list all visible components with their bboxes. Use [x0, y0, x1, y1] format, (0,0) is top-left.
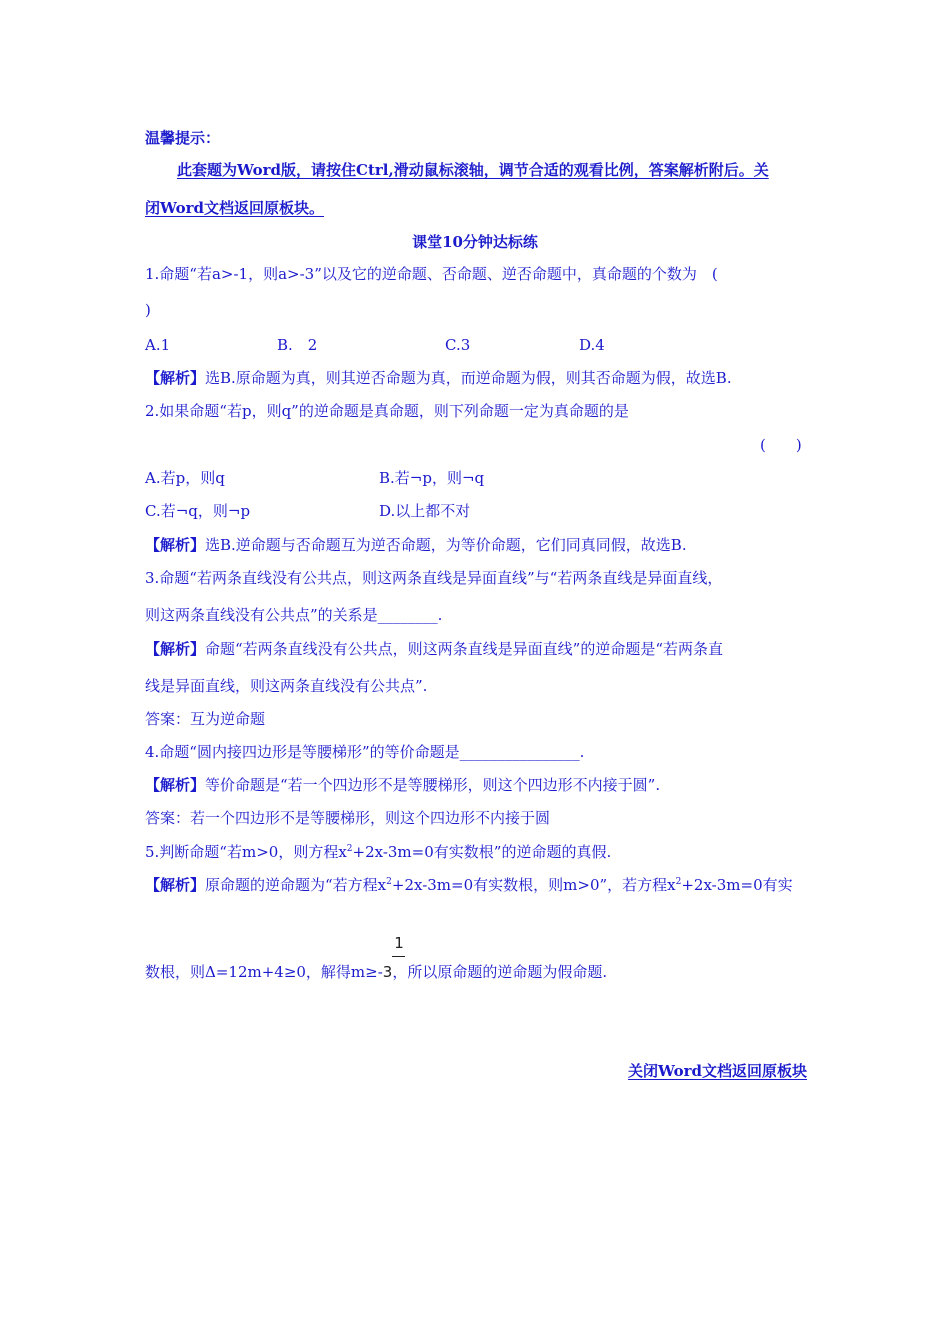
q5-text-b: +2x-3m=0有实数根”的逆命题的真假. [352, 843, 612, 861]
q5-analysis-a: 原命题的逆命题为“若方程x [205, 876, 387, 894]
fraction-numerator: 1 [394, 934, 404, 952]
q3-analysis-cont: 线是异面直线，则这两条直线没有公共点”. [145, 677, 428, 695]
q1-analysis-text: 选B.原命题为真，则其逆否命题为真，而逆命题为假，则其否命题为假，故选B. [205, 369, 732, 387]
q2-answer-paren: ( ) [760, 436, 802, 454]
q1-option-d: D.4 [579, 336, 605, 354]
q1-text-cont: ) [145, 301, 151, 319]
fraction-bar [392, 956, 405, 957]
q1-option-a: A.1 [145, 336, 171, 354]
q2-analysis [145, 535, 687, 555]
q5-analysis-cont [145, 962, 607, 982]
page-title: 课堂10分钟达标练 [412, 233, 538, 251]
q2-text: 2.如果命题“若p，则q”的逆命题是真命题，则下列命题一定为真命题的是 [145, 402, 629, 420]
tip-link-line2[interactable]: 闭Word文档返回原板块。 [145, 199, 325, 217]
q1-option-c: C.3 [445, 336, 471, 354]
analysis-tag: 【解析】 [145, 369, 206, 387]
q4-analysis [145, 775, 660, 795]
tip-label: 温馨提示： [145, 129, 221, 147]
q1-option-b: B. 2 [277, 336, 318, 354]
q5-exponent: 2 [386, 877, 392, 887]
q3-answer: 答案：互为逆命题 [145, 710, 266, 728]
analysis-tag: 【解析】 [145, 640, 206, 658]
q5-analysis-b: +2x-3m=0有实数根，则m>0”，若方程x [391, 876, 676, 894]
analysis-tag: 【解析】 [145, 536, 206, 554]
q2-option-c: C.若¬q，则¬p [145, 502, 251, 520]
q1-analysis [145, 368, 732, 388]
return-link[interactable]: 关闭Word文档返回原板块 [627, 1062, 807, 1080]
q2-analysis-text: 选B.逆命题与否命题互为逆否命题，为等价命题，它们同真同假，故选B. [205, 536, 687, 554]
q2-option-d: D.以上都不对 [379, 502, 471, 520]
analysis-tag: 【解析】 [145, 876, 206, 894]
q2-option-a: A.若p，则q [145, 469, 225, 487]
q1-text: 1.命题“若a>-1，则a>-3”以及它的逆命题、否命题、逆否命题中，真命题的个数为 ( [145, 265, 718, 283]
q5-exponent: 2 [346, 844, 353, 854]
q4-answer: 答案：若一个四边形不是等腰梯形，则这个四边形不内接于圆 [145, 809, 551, 827]
q4-analysis-text: 等价命题是“若一个四边形不是等腰梯形，则这个四边形不内接于圆”. [205, 776, 661, 794]
q2-option-b: B.若¬p，则¬q [379, 469, 485, 487]
q3-analysis [145, 639, 723, 659]
q5-text [145, 842, 611, 862]
q5-text-a: 5.判断命题“若m>0，则方程x [145, 843, 347, 861]
q5-exponent: 2 [675, 877, 682, 887]
tip-link-line1[interactable]: 此套题为Word版，请按住Ctrl,滑动鼠标滚轴，调节合适的观看比例，答案解析附后。关 [177, 161, 769, 179]
q3-text-cont: 则这两条直线没有公共点”的关系是________. [145, 606, 443, 624]
analysis-tag: 【解析】 [145, 776, 206, 794]
q3-analysis-text: 命题“若两条直线没有公共点，则这两条直线是异面直线”的逆命题是“若两条直 [205, 640, 724, 658]
q4-text: 4.命题“圆内接四边形是等腰梯形”的等价命题是________________. [145, 743, 585, 761]
q5-analysis [145, 875, 793, 895]
q3-text: 3.命题“若两条直线没有公共点，则这两条直线是异面直线”与“若两条直线是异面直线， [145, 569, 723, 587]
q5-line2-a: 数根，则Δ=12m+4≥0，解得m≥- [145, 963, 383, 981]
q5-line2-b: ，所以原命题的逆命题为假命题. [392, 963, 608, 981]
fraction-denominator: 3 [382, 963, 393, 981]
q5-analysis-c: +2x-3m=0有实 [681, 876, 793, 894]
